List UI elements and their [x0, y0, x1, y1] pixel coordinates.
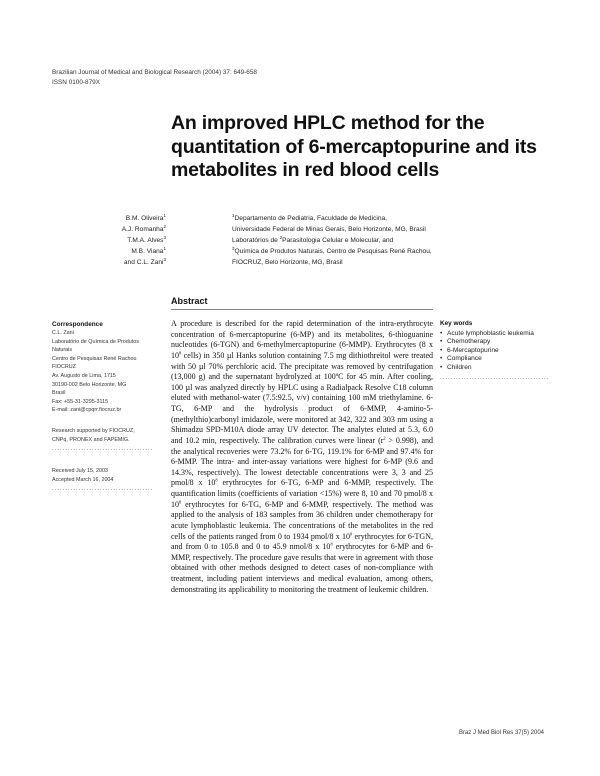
journal-issn: ISSN 0100-879X	[52, 78, 100, 86]
correspondence-line: Centro de Pesquisas René Rachou	[52, 355, 137, 362]
abstract-divider	[171, 309, 433, 310]
received-date: Received July 15, 2003	[52, 468, 109, 475]
keyword-item: • Children	[440, 364, 548, 373]
dotted-separator	[440, 375, 548, 381]
dotted-separator	[52, 486, 152, 492]
author: and C.L. Zani$^3$	[123, 256, 166, 266]
correspondence-line: Naturais	[52, 347, 73, 354]
affiliations	[232, 213, 532, 268]
support-line: Research supported by FIOCRUZ,	[52, 427, 135, 434]
correspondence-line: 30190-002 Belo Horizonte, MG	[52, 381, 127, 388]
dotted-separator	[52, 446, 152, 452]
correspondence-line: Av. Augusto de Lima, 1715	[52, 372, 116, 379]
journal-citation: Brazilian Journal of Medical and Biological Research (2004) 37: 649-658	[52, 69, 257, 76]
journal-header	[52, 68, 257, 87]
affiliation-line: Laboratórios de $^2$Parasitologia Celular e Molecular, and	[232, 234, 394, 244]
affiliation-line: FIOCRUZ, Belo Horizonte, MG, Brasil	[232, 259, 343, 266]
keyword-list	[440, 330, 548, 373]
correspondence-line: Fax: +55-31-3295-3115	[52, 398, 109, 405]
sidebar-info	[52, 320, 152, 495]
support-line: CNPq, PRONEX and FAPEMIG.	[52, 436, 130, 443]
article-title: An improved HPLC method for the quantitation of 6-mercaptopurine and its metabolites in red blood cells	[171, 112, 537, 181]
author: B.M. Oliveira$^1$	[125, 212, 166, 222]
affiliation-line: $^1$Departamento de Pediatria, Faculdade de Medicina,	[232, 212, 387, 222]
correspondence-line: Laboratório de Química de Produtos	[52, 338, 139, 345]
author: M.B. Viana$^1$	[131, 245, 166, 255]
correspondence-email: E-mail: zani@cpqrr.fiocruz.br	[52, 407, 122, 414]
correspondence-line: FIOCRUZ	[52, 364, 76, 371]
page-footer: Braz J Med Biol Res 37(5) 2004	[458, 730, 544, 736]
author: T.M.A. Alves$^3$	[127, 234, 166, 244]
affiliation-line: $^3$Química de Produtos Naturais, Centro de Pesquisas René Rachou,	[232, 245, 432, 255]
keywords-box	[440, 320, 548, 384]
correspondence-heading: Correspondence	[52, 321, 103, 328]
abstract-body	[171, 319, 433, 595]
accepted-date: Accepted March 16, 2004	[52, 476, 114, 483]
correspondence-line: Brasil	[52, 390, 66, 397]
affiliation-line: Universidade Federal de Minas Gerais, Belo Horizonte, MG, Brasil	[232, 226, 426, 233]
keyword-item: • Chemotherapy	[440, 338, 548, 347]
keywords-heading: Key words	[440, 320, 473, 327]
abstract-heading: Abstract	[171, 296, 208, 306]
keyword-item: • 6-Mercaptopurine	[440, 347, 548, 356]
correspondence-line: C.L. Zani	[52, 330, 74, 336]
keyword-item: • Compliance	[440, 355, 548, 364]
author: A.J. Romanha$^2$	[121, 223, 166, 233]
author-list	[60, 213, 166, 268]
keyword-item: • Acute lymphoblastic leukemia	[440, 330, 548, 339]
abstract-paragraph: A procedure is described for the rapid determination of the intra-erythrocyte concentration of 6-mercaptopurine (6-MP) and its metabolites, 6-thioguanine nucleotides (6-TGN) and 6-methylmercaptopurine (6-MMP). Erythrocytes (8 x $10^8$ cells) in 350 µl Hanks solution containing 7.5 mg dithiothreitol were treated with 50 µl 70% perchloric acid. The precipitate was removed by centrifugation (13,000 g) and the supernatant hydrolyzed at 100ºC for 45 min. After cooling, 100 µl was analyzed directly by HPLC using a Radialpack Resolve C18 column eluted with methanol-water (7.5:92.5, v/v) containing 100 mM triethylamine. 6-TG, 6-MP and the hydrolysis product of 6-MMP, 4-amino-5-(methylthio)carbonyl imidazole, were monitored at 342, 322 and 303 nm using a Shimadzu SPD-M10A diode array UV detector. The analytes eluted at 5.3, 6.0 and 10.2 min, respectively. The calibration curves were linear $(r^2 > 0.998)$, and the analytical recoveries were 73.2% for 6-TG, 119.1% for 6-MP and 97.4% for 6-MMP. The intra- and inter-assay variations were highest for 6-MP (9.6 and 14.3%, respectively). The lowest detectable concentrations were 3, 3 and 25 pmol/8 x $10^8$ erythrocytes for 6-TG, 6-MP and 6-MMP, respectively. The quantification limits (coefficients of variation <15%) were 8, 10 and 70 pmol/8 x $10^8$ erythrocytes for 6-TG, 6-MP and 6-MMP, respectively. The method was applied to the analysis of 183 samples from 36 children under chemotherapy for acute lymphoblastic leukemia. The concentrations of the metabolites in the red cells of the patients ranged from 0 to 1934 pmol/8 x $10^8$ erythrocytes for 6-TGN, and from 0 to 105.8 and 0 to 45.9 nmol/8 x $10^8$ erythrocytes for 6-MP and 6-MMP, respectively. The procedure gave results that were in agreement with those obtained with other methods designed to detect cases of non-compliance with treatment, including patient interviews and medical evaluation, among others, demonstrating its applicability to monitoring the treatment of leukemic children.	[171, 319, 434, 594]
